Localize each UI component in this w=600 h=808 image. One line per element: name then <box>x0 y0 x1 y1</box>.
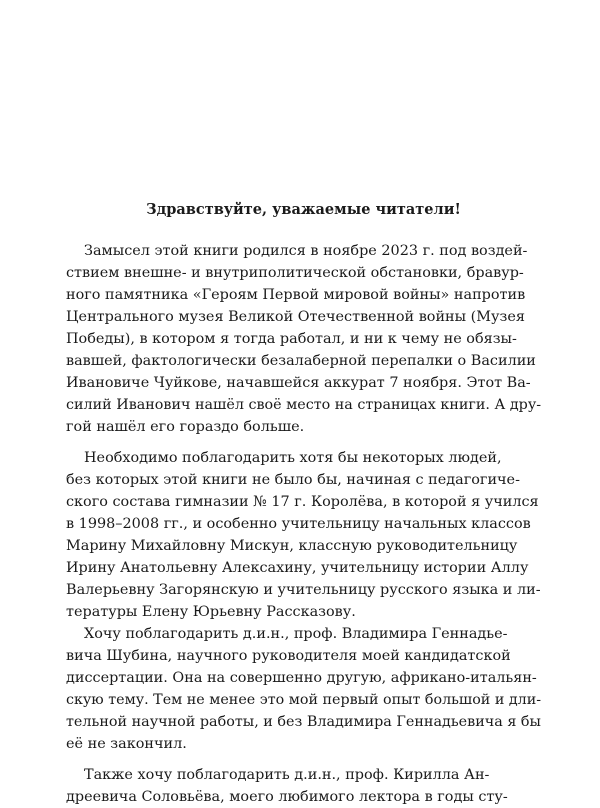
text-line: Победы), в котором я тогда работал, и ни к чему не обязы- <box>66 331 517 347</box>
text-line: Ивановиче Чуйкове, начавшейся аккурат 7 ноября. Этот Ва- <box>66 375 531 391</box>
text-line: Ирину Анатольевну Алексахину, учительницу истории Аллу <box>66 560 529 576</box>
text-line: Необходимо поблагодарить хотя бы некоторых людей, <box>84 450 502 466</box>
text-line: её не закончил. <box>66 736 187 752</box>
text-line: Валерьевну Загорянскую и учительницу русского языка и ли- <box>66 582 541 598</box>
text-line: ствием внешне- и внутриполитической обстановки, бравур- <box>66 265 524 281</box>
page-heading: Здравствуйте, уважаемые читатели! <box>146 201 461 218</box>
body-text <box>66 240 541 808</box>
text-line: в 1998–2008 гг., и особенно учительницу начальных классов <box>66 516 531 532</box>
text-line: гой нашёл его гораздо больше. <box>66 419 305 435</box>
text-line: Центрального музея Великой Отечественной войны (Музея <box>66 309 525 325</box>
text-line: вавшей, фактологически безалаберной перепалки о Василии <box>66 353 536 369</box>
text-line: дреевича Соловьёва, моего любимого лектора в годы сту- <box>66 789 508 805</box>
text-line: тельной научной работы, и без Владимира Геннадьевича я бы <box>66 714 541 730</box>
text-line: скую тему. Тем не менее это мой первый опыт большой и дли- <box>66 692 542 708</box>
text-line: вича Шубина, научного руководителя моей кандидатской <box>66 648 511 664</box>
book-page <box>66 0 542 805</box>
text-line: ского состава гимназии № 17 г. Королёва, в которой я учился <box>66 494 539 510</box>
text-line: Хочу поблагодарить д.и.н., проф. Владимира Геннадье- <box>84 626 508 642</box>
text-line: Замысел этой книги родился в ноябре 2023 г. под воздей- <box>84 243 528 259</box>
text-line: Также хочу поблагодарить д.и.н., проф. Кирилла Ан- <box>84 767 490 783</box>
text-line: ного памятника «Героям Первой мировой войны» напротив <box>66 287 526 303</box>
text-line: без которых этой книги не было бы, начиная с педагогиче- <box>66 472 520 488</box>
text-line: тературы Елену Юрьевну Рассказову. <box>66 604 356 620</box>
text-line: Марину Михайловну Мискун, классную руководительницу <box>66 538 518 554</box>
text-line: диссертации. Она на совершенно другую, африкано-итальян- <box>66 670 537 686</box>
text-line: силий Иванович нашёл своё место на страницах книги. А дру- <box>66 397 542 413</box>
